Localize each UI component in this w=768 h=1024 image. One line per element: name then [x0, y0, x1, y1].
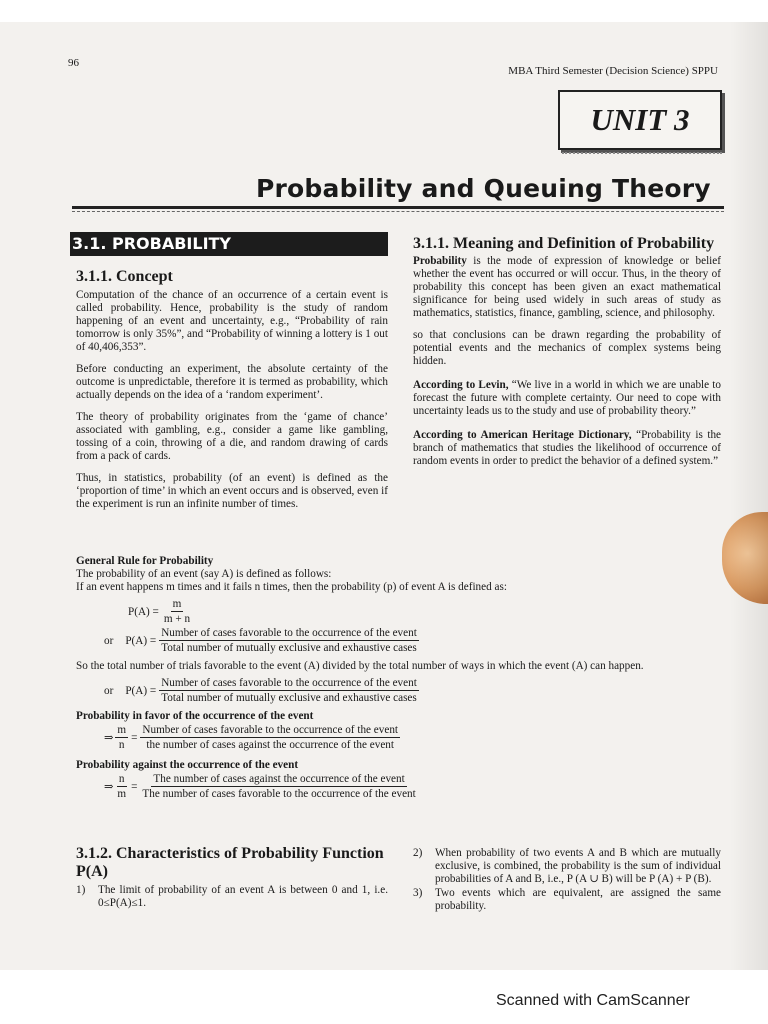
eq1-lhs: P(A) =: [128, 605, 159, 618]
general-rule-line-1: The probability of an event (say A) is defined as follows:: [76, 568, 332, 580]
eq2-denominator: Total number of mutually exclusive and exhaustive cases: [161, 642, 417, 654]
title-rule-dashed: [72, 211, 724, 212]
section-heading-bar: 3.1. PROBABILITY: [70, 232, 388, 256]
against-ratio-num: n: [118, 773, 125, 785]
in-favor-fraction: [140, 724, 400, 751]
scanner-watermark: Scanned with CamScanner: [496, 992, 690, 1009]
against-ratio-den: m: [117, 788, 127, 800]
eq1-numerator: m: [172, 598, 182, 610]
chapter-title: Probability and Queuing Theory: [256, 174, 711, 203]
meaning-heading: 3.1.1. Meaning and Definition of Probability: [413, 235, 715, 252]
equation-3: [104, 677, 721, 704]
against-heading: Probability against the occurrence of the event: [76, 759, 299, 771]
characteristic-item-1-text: The limit of probability of an event A is between 0 and 1, i.e. 0≤P(A)≤1.: [98, 884, 388, 909]
meaning-p1-bold: Probability: [413, 255, 467, 267]
running-header: MBA Third Semester (Decision Science) SPPU: [508, 65, 718, 77]
against-equals: =: [131, 780, 138, 793]
characteristics-heading: 3.1.2. Characteristics of Probability Function P(A): [76, 845, 384, 880]
eq3-denominator: Total number of mutually exclusive and exhaustive cases: [161, 692, 417, 704]
meaning-paragraph-1: [413, 255, 721, 320]
in-favor-equals: =: [131, 731, 138, 744]
eq2-numerator: Number of cases favorable to the occurrence of the event: [161, 627, 417, 639]
characteristic-item-2: [413, 847, 721, 886]
eq3-lhs: P(A) =: [125, 684, 157, 697]
meaning-paragraph-2: so that conclusions can be drawn regarding the probability of potential events and the mechanics of complex systems being hidden.: [413, 329, 721, 367]
unit-label: UNIT 3: [590, 102, 690, 137]
characteristic-item-3: [413, 887, 721, 913]
eq3-prefix: or: [104, 684, 114, 697]
general-rule-paragraph: So the total number of trials favorable to the event (A) divided by the total number of ways in which the event (A) can happen.: [76, 660, 644, 672]
general-rule-line-2: If an event happens m times and it fails n times, then the probability (p) of event A is defined as:: [76, 581, 507, 593]
concept-paragraph-2: Before conducting an experiment, the absolute certainty of the outcome is unpredictable, therefore it is termed as probability, which actually depends on the idea of a ‘random experiment’.: [76, 363, 388, 401]
unit-box-underline: [562, 152, 722, 154]
in-favor-arrow: ⇒: [104, 732, 114, 744]
levin-text: “We live in a world in which we are unable to forecast the future with complete certainty. Our need to cope with uncertainty leads us to the study and use of probability theory.”: [413, 379, 722, 417]
characteristic-item-1-number: 1): [76, 884, 86, 896]
in-favor-ratio-num: m: [117, 724, 127, 736]
meaning-p1-rest: is the mode of expression of knowledge or belief whether the event has occurred or will occur. Thus, in the theory of probability this concept has been given an exact mathematical significance for being used widely in such areas of study as mathematics, statistics, finance, gambling, science, and philosophy.: [413, 255, 721, 319]
unit-label-box: [558, 90, 722, 150]
general-rule-heading: General Rule for Probability: [76, 555, 214, 567]
eq1-denominator: m + n: [163, 613, 191, 625]
general-rule-block: [76, 555, 721, 800]
concept-column: [76, 268, 388, 511]
dictionary-label: According to American Heritage Dictionary,: [413, 429, 632, 441]
levin-label: According to Levin,: [413, 379, 509, 391]
characteristic-item-3-number: 3): [413, 887, 423, 899]
characteristic-item-1: [76, 884, 388, 910]
concept-heading: 3.1.1. Concept: [76, 268, 173, 285]
characteristic-item-3-text: Two events which are equivalent, are assigned the same probability.: [435, 887, 721, 912]
dictionary-quote: [413, 429, 721, 468]
characteristics-list-right: [413, 847, 721, 913]
against-numerator: The number of cases against the occurrence of the event: [153, 773, 405, 785]
equation-2: [104, 627, 721, 654]
levin-quote: [413, 379, 721, 418]
against-arrow: ⇒: [104, 781, 114, 793]
against-equation: [104, 773, 721, 800]
page-number: 96: [68, 57, 79, 69]
thumb-in-frame: [722, 512, 768, 604]
eq2-lhs: P(A) =: [125, 634, 157, 647]
in-favor-denominator: the number of cases against the occurrence of the event: [146, 739, 394, 751]
eq1-fraction: [162, 598, 192, 625]
in-favor-ratio: [115, 724, 128, 751]
equation-1: [128, 598, 721, 625]
concept-paragraph-4: Thus, in statistics, probability (of an event) is defined as the ‘proportion of time’ in which an event occurs and is observed, even if the experiment is run an infinite number of times.: [76, 472, 388, 510]
in-favor-equation: [104, 724, 721, 751]
concept-paragraph-3: The theory of probability originates from the ‘game of chance’ associated with gambling, e.g., consider a game like gambling, tossing of a coin, throwing of a die, and random drawing of cards from a pack of cards.: [76, 411, 388, 462]
in-favor-heading: Probability in favor of the occurrence of the event: [76, 710, 314, 722]
dictionary-text: “Probability is the branch of mathematics that studies the likelihood of occurrence of random events in order to predict the behavior of a defined system.”: [413, 429, 721, 467]
eq3-fraction: [159, 677, 419, 704]
scanned-page: [0, 22, 768, 970]
against-fraction: [140, 773, 417, 800]
eq2-prefix: or: [104, 634, 114, 647]
in-favor-numerator: Number of cases favorable to the occurrence of the event: [142, 724, 399, 736]
eq3-numerator: Number of cases favorable to the occurrence of the event: [161, 677, 417, 689]
meaning-column: [413, 235, 721, 468]
characteristics-column-right: [413, 847, 721, 914]
title-rule: [72, 206, 724, 209]
eq2-fraction: [159, 627, 419, 654]
against-ratio: [115, 773, 128, 800]
in-favor-ratio-den: n: [118, 739, 125, 751]
characteristics-list-left: [76, 884, 388, 910]
characteristic-item-2-number: 2): [413, 847, 423, 859]
characteristics-column-left: [76, 845, 388, 911]
concept-paragraph-1: Computation of the chance of an occurrence of a certain event is called probability. Hence, probability is the study of random happening of an event and uncertainty, e.g., “Probability of rain tomorrow is only 35%”, and “Probability of winning a lottery is 1 out of 40,406,353”.: [76, 289, 388, 353]
characteristic-item-2-text: When probability of two events A and B which are mutually exclusive, is combined, the probability is the sum of individual probabilities of A and B, i.e., P (A ∪ B) will be P (A) + P (B).: [435, 847, 721, 885]
against-denominator: The number of cases favorable to the occurrence of the event: [142, 788, 416, 800]
